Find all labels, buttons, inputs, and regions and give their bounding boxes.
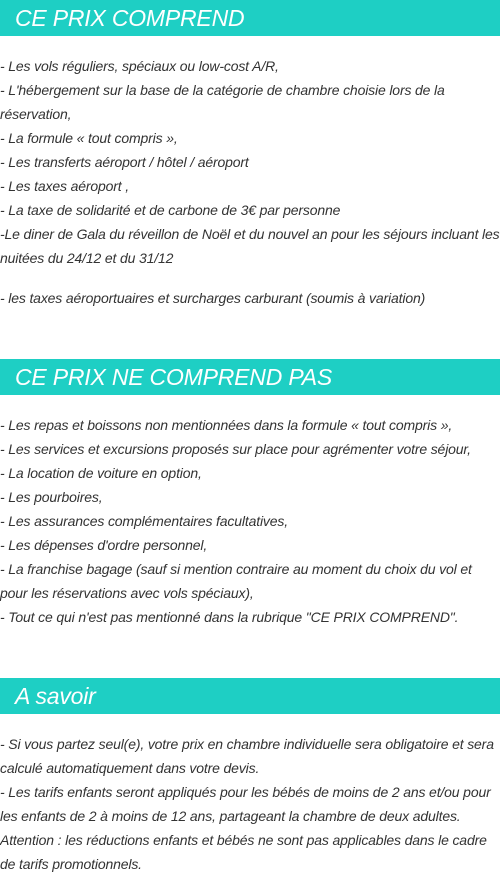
list-item: - L'hébergement sur la base de la catégorie de chambre choisie lors de la réservation, [0, 82, 445, 122]
section-header-excludes [0, 359, 500, 395]
section-title: CE PRIX NE COMPREND PAS [15, 363, 333, 390]
list-item: - La franchise bagage (sauf si mention contraire au moment du choix du vol et pour les réservations avec vols spéciaux), [0, 561, 472, 601]
list-item: - Tout ce qui n'est pas mentionné dans la rubrique "CE PRIX COMPREND". [0, 609, 459, 625]
list-item: - les taxes aéroportuaires et surcharges carburant (soumis à variation) [0, 290, 426, 306]
list-item: - Les taxes aéroport , [0, 178, 129, 194]
section-header-good-to-know [0, 678, 500, 714]
list-item: - Les assurances complémentaires facultatives, [0, 513, 289, 529]
list-item: - Les repas et boissons non mentionnées dans la formule « tout compris », [0, 417, 453, 433]
list-item: - La location de voiture en option, [0, 465, 202, 481]
list-item: -Le diner de Gala du réveillon de Noël et du nouvel an pour les séjours incluant les nuitées du 24/12 et du 31/12 [0, 226, 500, 266]
section-title: CE PRIX COMPREND [15, 4, 245, 31]
list-item: Attention : les réductions enfants et bébés ne sont pas applicables dans le cadre de tarifs promotionnels. [0, 832, 487, 872]
list-item: - Les dépenses d'ordre personnel, [0, 537, 208, 553]
section-title: A savoir [15, 682, 96, 709]
good-to-know-list [0, 732, 500, 876]
list-item: - Les pourboires, [0, 489, 103, 505]
list-item: - Si vous partez seul(e), votre prix en chambre individuelle sera obligatoire et sera calculé automatiquement dans votre devis. [0, 736, 494, 776]
includes-list [0, 54, 500, 310]
section-header-includes [0, 0, 500, 36]
list-item: - Les vols réguliers, spéciaux ou low-cost A/R, [0, 58, 279, 74]
list-item: - Les tarifs enfants seront appliqués pour les bébés de moins de 2 ans et/ou pour les enfants de 2 à moins de 12 ans, partageant la chambre de deux adultes. [0, 784, 491, 824]
list-item: - La formule « tout compris », [0, 130, 178, 146]
list-item: - Les services et excursions proposés sur place pour agrémenter votre séjour, [0, 441, 471, 457]
list-item: - La taxe de solidarité et de carbone de 3€ par personne [0, 202, 341, 218]
list-item: - Les transferts aéroport / hôtel / aéroport [0, 154, 249, 170]
excludes-list [0, 413, 500, 629]
